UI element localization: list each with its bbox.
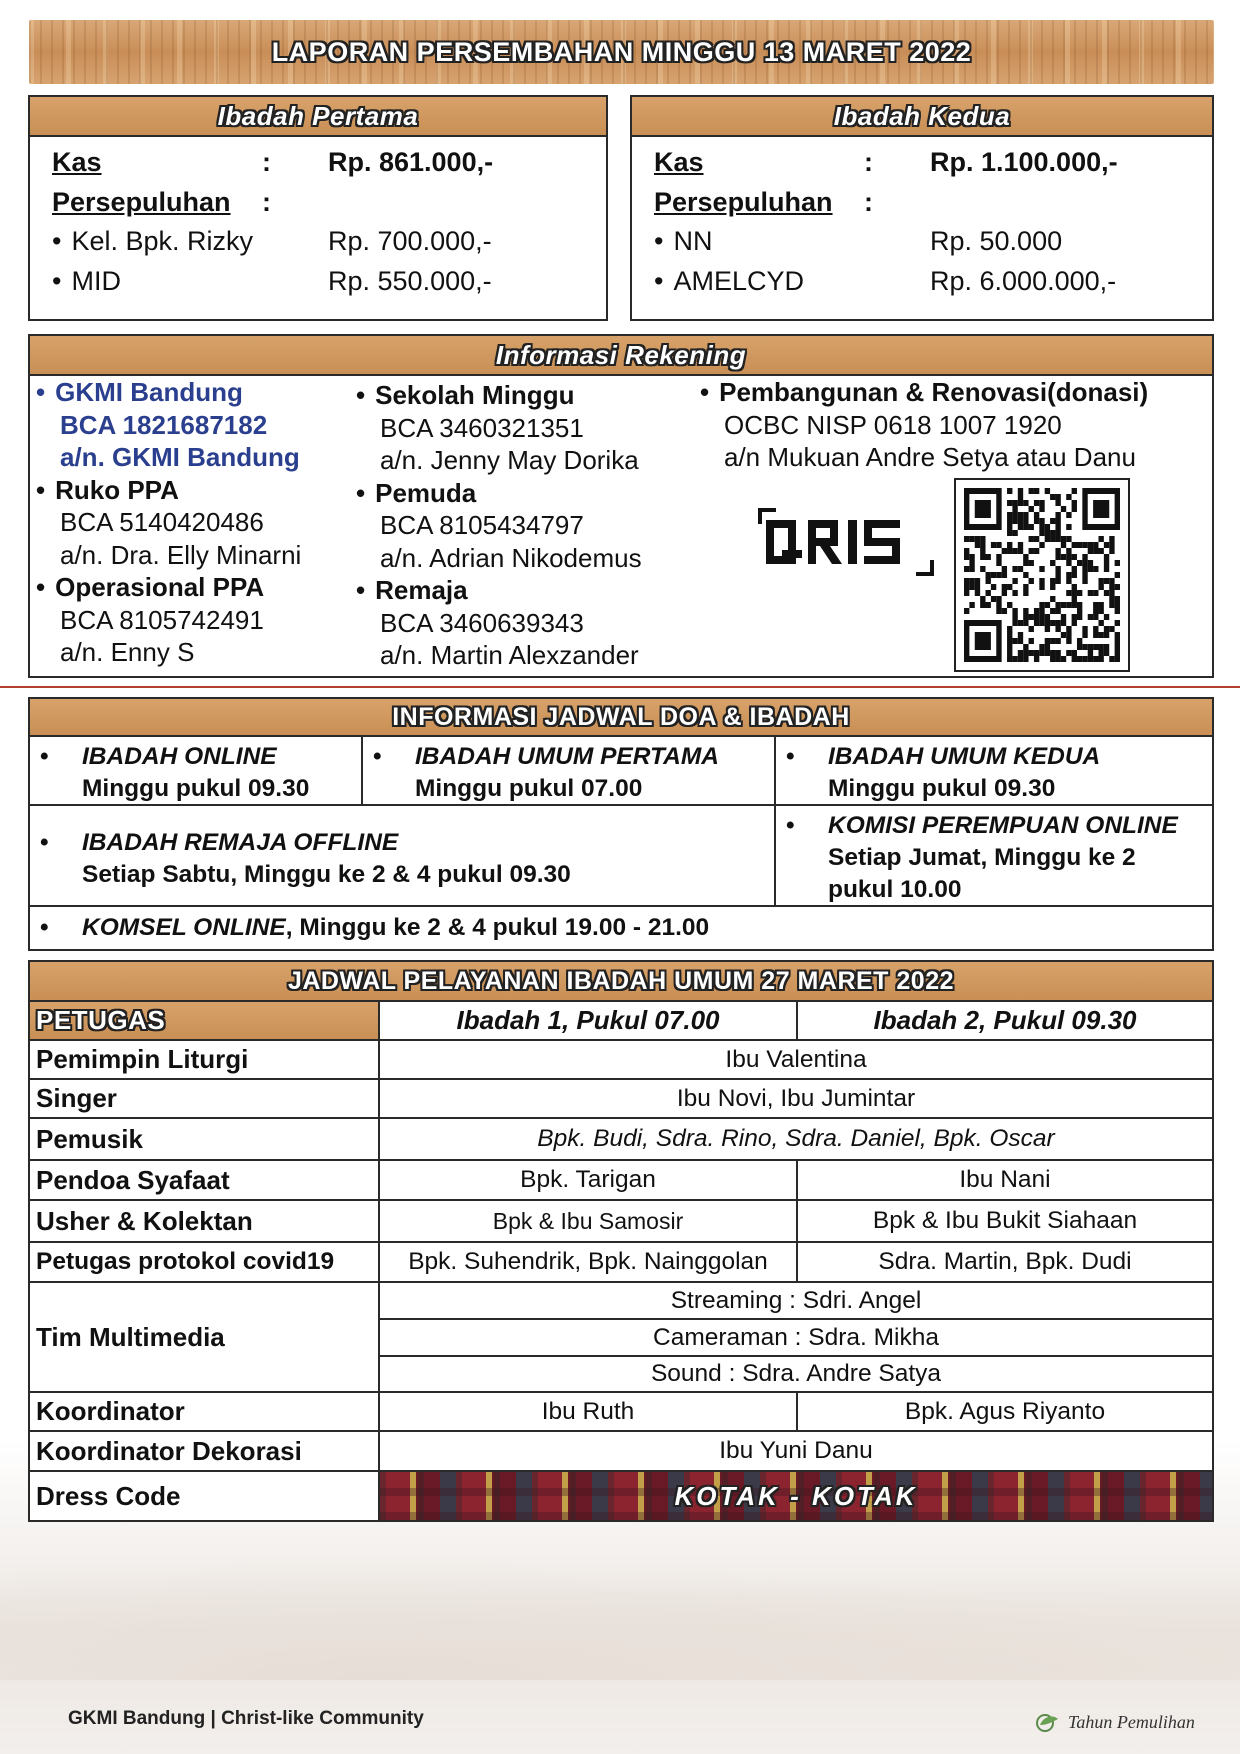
tithe-item-name: • AMELCYD [654, 266, 930, 297]
role-label: Tim Multimedia [30, 1283, 380, 1391]
account-holder: a/n. Dra. Elly Minarni [60, 539, 302, 570]
qr-code-icon [954, 478, 1130, 672]
column-header-role: PETUGAS [30, 1002, 380, 1039]
account-name: • Remaja [356, 574, 642, 607]
role-label: Pemimpin Liturgi [30, 1041, 380, 1078]
schedule-header [30, 699, 1212, 737]
account-name: • Ruko PPA [36, 474, 301, 507]
schedule-item: • KOMISI PEREMPUAN ONLINE Setiap Jumat, Minggu ke 2 pukul 10.00 [786, 810, 1178, 906]
role-label: Petugas protokol covid19 [30, 1243, 380, 1281]
schedule-item-time: pukul 10.00 [828, 876, 962, 903]
role-value-service-1: Bpk. Suhendrik, Bpk. Nainggolan [380, 1243, 798, 1281]
tithe-item-name: • MID [52, 266, 328, 297]
account-name: • Pemuda [356, 477, 642, 510]
tithe-item-value: Rp. 6.000.000,- [930, 265, 1117, 296]
accounts-column-1 [36, 376, 301, 669]
offering-first-header [30, 97, 606, 137]
multimedia-streaming: Streaming : Sdri. Angel [380, 1283, 1212, 1320]
tithe-label: Persepuluhan [52, 186, 231, 217]
schedule-item: • KOMSEL ONLINE, Minggu ke 2 & 4 pukul 19.00 - 21.00 [40, 914, 710, 941]
account-name: • Sekolah Minggu [356, 379, 642, 412]
tithe-item-value: Rp. 50.000 [930, 226, 1063, 257]
tithe-label: Persepuluhan [654, 186, 833, 217]
tithe-item-name: • Kel. Bpk. Rizky [52, 226, 328, 257]
table-header-row [30, 1000, 1212, 1039]
account-holder: a/n. Enny S [60, 637, 195, 667]
schedule-divider [774, 737, 776, 905]
table-row [30, 1117, 1212, 1159]
schedule-item: • IBADAH UMUM PERTAMA Minggu pukul 07.00 [373, 741, 719, 805]
account-holder: a/n. Martin Alexzander [380, 640, 639, 670]
role-value: Ibu Yuni Danu [719, 1437, 873, 1464]
table-row [30, 1078, 1212, 1117]
account-holder: a/n. Jenny May Dorika [380, 445, 639, 475]
schedule-item-time: Minggu pukul 09.30 [82, 775, 310, 802]
account-name: • Operasional PPA [36, 571, 301, 604]
schedule-item-name: IBADAH REMAJA OFFLINE [82, 829, 399, 856]
role-value: Ibu Novi, Ibu Jumintar [676, 1084, 916, 1112]
account-number: BCA 3460321351 [380, 412, 584, 443]
schedule-item: • IBADAH REMAJA OFFLINE Setiap Sabtu, Minggu ke 2 & 4 pukul 09.30 [40, 827, 571, 891]
account-number: BCA 8105434797 [380, 510, 584, 540]
accounts-title: Informasi Rekening [495, 339, 747, 370]
offering-second-header [632, 97, 1212, 137]
leaf-logo-icon [1034, 1711, 1062, 1733]
offering-first-title: Ibadah Pertama [217, 100, 419, 131]
accounts-box [28, 334, 1214, 678]
colon: : [864, 147, 873, 178]
column-header-service-2: Ibadah 2, Pukul 09.30 [873, 1005, 1137, 1035]
account-name: • GKMI Bandung [36, 376, 301, 409]
role-value-service-2: Bpk & Ibu Bukit Siahaan [872, 1207, 1138, 1234]
colon: : [864, 186, 873, 217]
schedule-item-time: Minggu pukul 09.30 [828, 775, 1056, 802]
tithe-item-value: Rp. 700.000,- [328, 226, 492, 257]
accounts-column-3-list [700, 376, 1148, 474]
role-label: Dress Code [30, 1472, 380, 1520]
role-value-service-1: Ibu Ruth [380, 1393, 798, 1430]
schedule-item-name: IBADAH UMUM KEDUA [828, 743, 1101, 770]
account-number: BCA 8105742491 [60, 604, 264, 635]
table-row [30, 1391, 1212, 1430]
role-label: Pendoa Syafaat [30, 1161, 380, 1199]
service-header [30, 962, 1212, 1000]
role-value-service-2: Sdra. Martin, Bpk. Dudi [878, 1248, 1132, 1275]
schedule-item: • IBADAH UMUM KEDUA Minggu pukul 09.30 [786, 741, 1100, 805]
service-title: JADWAL PELAYANAN IBADAH UMUM 27 MARET 2022 [287, 966, 955, 995]
table-row [30, 1430, 1212, 1470]
account-number: BCA 3460639343 [380, 607, 584, 638]
offering-second-title: Ibadah Kedua [833, 100, 1011, 131]
schedule-item-name: KOMISI PEREMPUAN ONLINE [828, 812, 1178, 839]
account-holder: a/n Mukuan Andre Setya atau Danu [724, 442, 1136, 472]
account-number: OCBC NISP 0618 1007 1920 [724, 409, 1062, 440]
role-label: Pemusik [30, 1119, 380, 1159]
account-number: BCA 1821687182 [60, 409, 268, 440]
table-row [30, 1199, 1212, 1241]
account-holder: a/n. GKMI Bandung [60, 442, 300, 472]
accounts-column-2 [356, 379, 642, 672]
schedule-divider [361, 737, 363, 804]
schedule-item-time: Minggu pukul 07.00 [415, 775, 643, 802]
kas-label: Kas [654, 147, 704, 178]
divider-line [0, 686, 1240, 688]
service-schedule-table [28, 960, 1214, 1522]
tithe-item-name: • NN [654, 226, 930, 257]
header-banner [29, 20, 1214, 84]
account-holder: a/n. Adrian Nikodemus [380, 542, 642, 573]
table-row-multimedia [30, 1281, 1212, 1391]
accounts-header [30, 336, 1212, 376]
table-row [30, 1159, 1212, 1199]
footer-organization: GKMI Bandung | Christ-like Community [68, 1708, 424, 1729]
offering-first-box [28, 95, 608, 321]
table-row [30, 1039, 1212, 1078]
page-title: LAPORAN PERSEMBAHAN MINGGU 13 MARET 2022 [271, 36, 972, 67]
role-value: Bpk. Budi, Sdra. Rino, Sdra. Daniel, Bpk. Oscar [537, 1125, 1055, 1152]
schedule-box [28, 697, 1214, 951]
role-value: Ibu Valentina [725, 1045, 867, 1073]
role-value-service-2: Bpk. Agus Riyanto [904, 1397, 1106, 1425]
schedule-item-time: , Minggu ke 2 & 4 pukul 19.00 - 21.00 [285, 914, 710, 941]
background-dunes [0, 1560, 1240, 1680]
role-label: Koordinator Dekorasi [30, 1432, 380, 1470]
role-label: Usher & Kolektan [30, 1201, 380, 1241]
kas-label: Kas [52, 147, 102, 178]
role-label: Koordinator [30, 1393, 380, 1430]
kas-value: Rp. 1.100.000,- [930, 147, 1118, 178]
schedule-item-time: Setiap Jumat, Minggu ke 2 [828, 844, 1136, 871]
schedule-item-time: Setiap Sabtu, Minggu ke 2 & 4 pukul 09.30 [82, 861, 571, 888]
schedule-item-name: IBADAH ONLINE [82, 743, 277, 770]
account-number: BCA 5140420486 [60, 507, 264, 537]
dress-code-value: KOTAK - KOTAK [380, 1472, 1212, 1520]
role-value-service-1: Bpk & Ibu Samosir [380, 1201, 798, 1241]
schedule-title: INFORMASI JADWAL DOA & IBADAH [392, 702, 850, 731]
table-row [30, 1241, 1212, 1281]
multimedia-sound: Sound : Sdra. Andre Satya [650, 1360, 942, 1387]
role-label: Singer [30, 1080, 380, 1117]
role-value-service-1: Bpk. Tarigan [380, 1161, 798, 1199]
column-header-service-1: Ibadah 1, Pukul 07.00 [380, 1002, 798, 1039]
account-name: • Pembangunan & Renovasi(donasi) [700, 376, 1148, 409]
colon: : [262, 147, 271, 178]
schedule-item: • IBADAH ONLINE Minggu pukul 09.30 [40, 741, 309, 805]
schedule-item-name: KOMSEL ONLINE [82, 914, 286, 941]
tithe-item-value: Rp. 550.000,- [328, 265, 492, 296]
qris-logo-icon [752, 506, 940, 578]
colon: : [262, 186, 271, 217]
kas-value: Rp. 861.000,- [328, 147, 494, 178]
footer-theme: Tahun Pemulihan [1068, 1712, 1195, 1732]
multimedia-cameraman: Cameraman : Sdra. Mikha [380, 1320, 1212, 1357]
role-value-service-2: Ibu Nani [959, 1166, 1051, 1193]
schedule-item-name: IBADAH UMUM PERTAMA [415, 743, 719, 770]
offering-second-box [630, 95, 1214, 321]
table-row [30, 1470, 1212, 1520]
